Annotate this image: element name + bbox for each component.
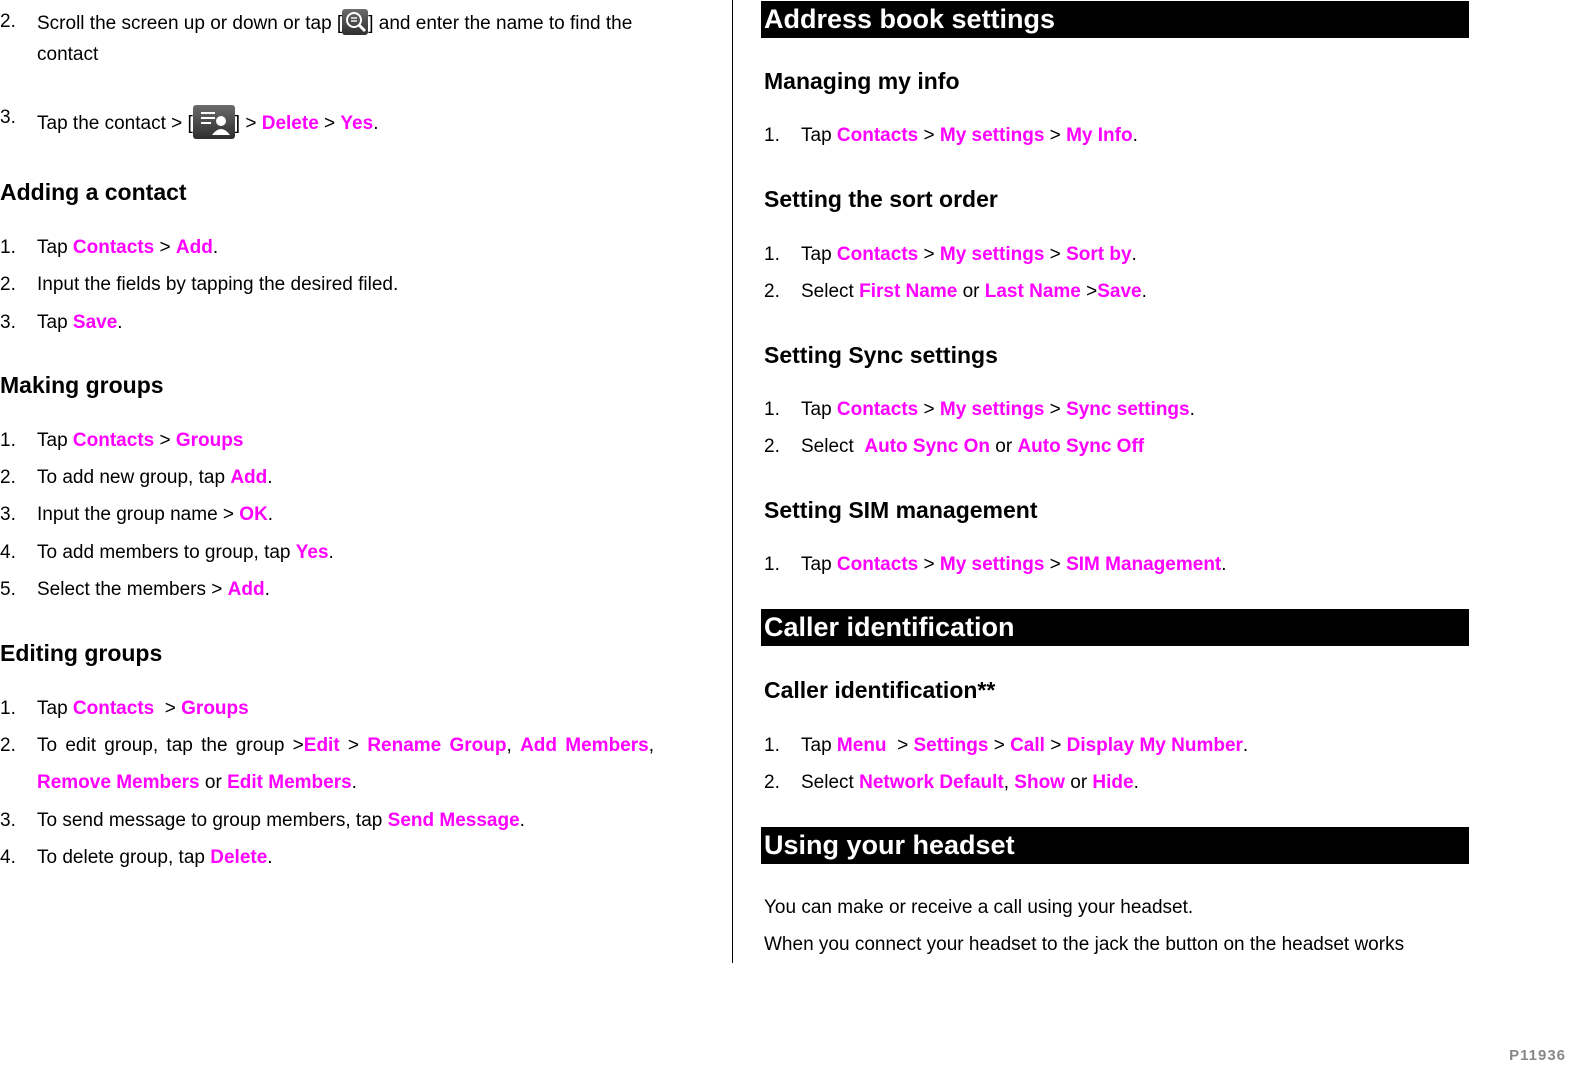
section-heading: Managing my info [764,68,960,94]
column-divider [732,0,733,963]
contact-options-icon [193,105,235,139]
section-heading: Caller identification** [764,677,996,703]
paragraph: When you connect your headset to the jack the button on the headset works [764,934,1405,955]
section-heading: Setting the sort order [764,186,998,212]
paragraph: You can make or receive a call using your headset. [764,897,1194,918]
section-bar-caller-id: Caller identification [761,609,1469,646]
section-heading: Setting SIM management [764,497,1038,523]
section-heading: Editing groups [0,640,163,666]
section-bar-headset: Using your headset [761,827,1469,864]
section-bar-address-book: Address book settings [761,1,1469,38]
section-heading: Making groups [0,372,164,398]
search-icon [342,9,368,35]
page-id: P11936 [1509,1047,1566,1064]
section-heading: Adding a contact [0,179,187,205]
section-heading: Setting Sync settings [764,342,998,368]
